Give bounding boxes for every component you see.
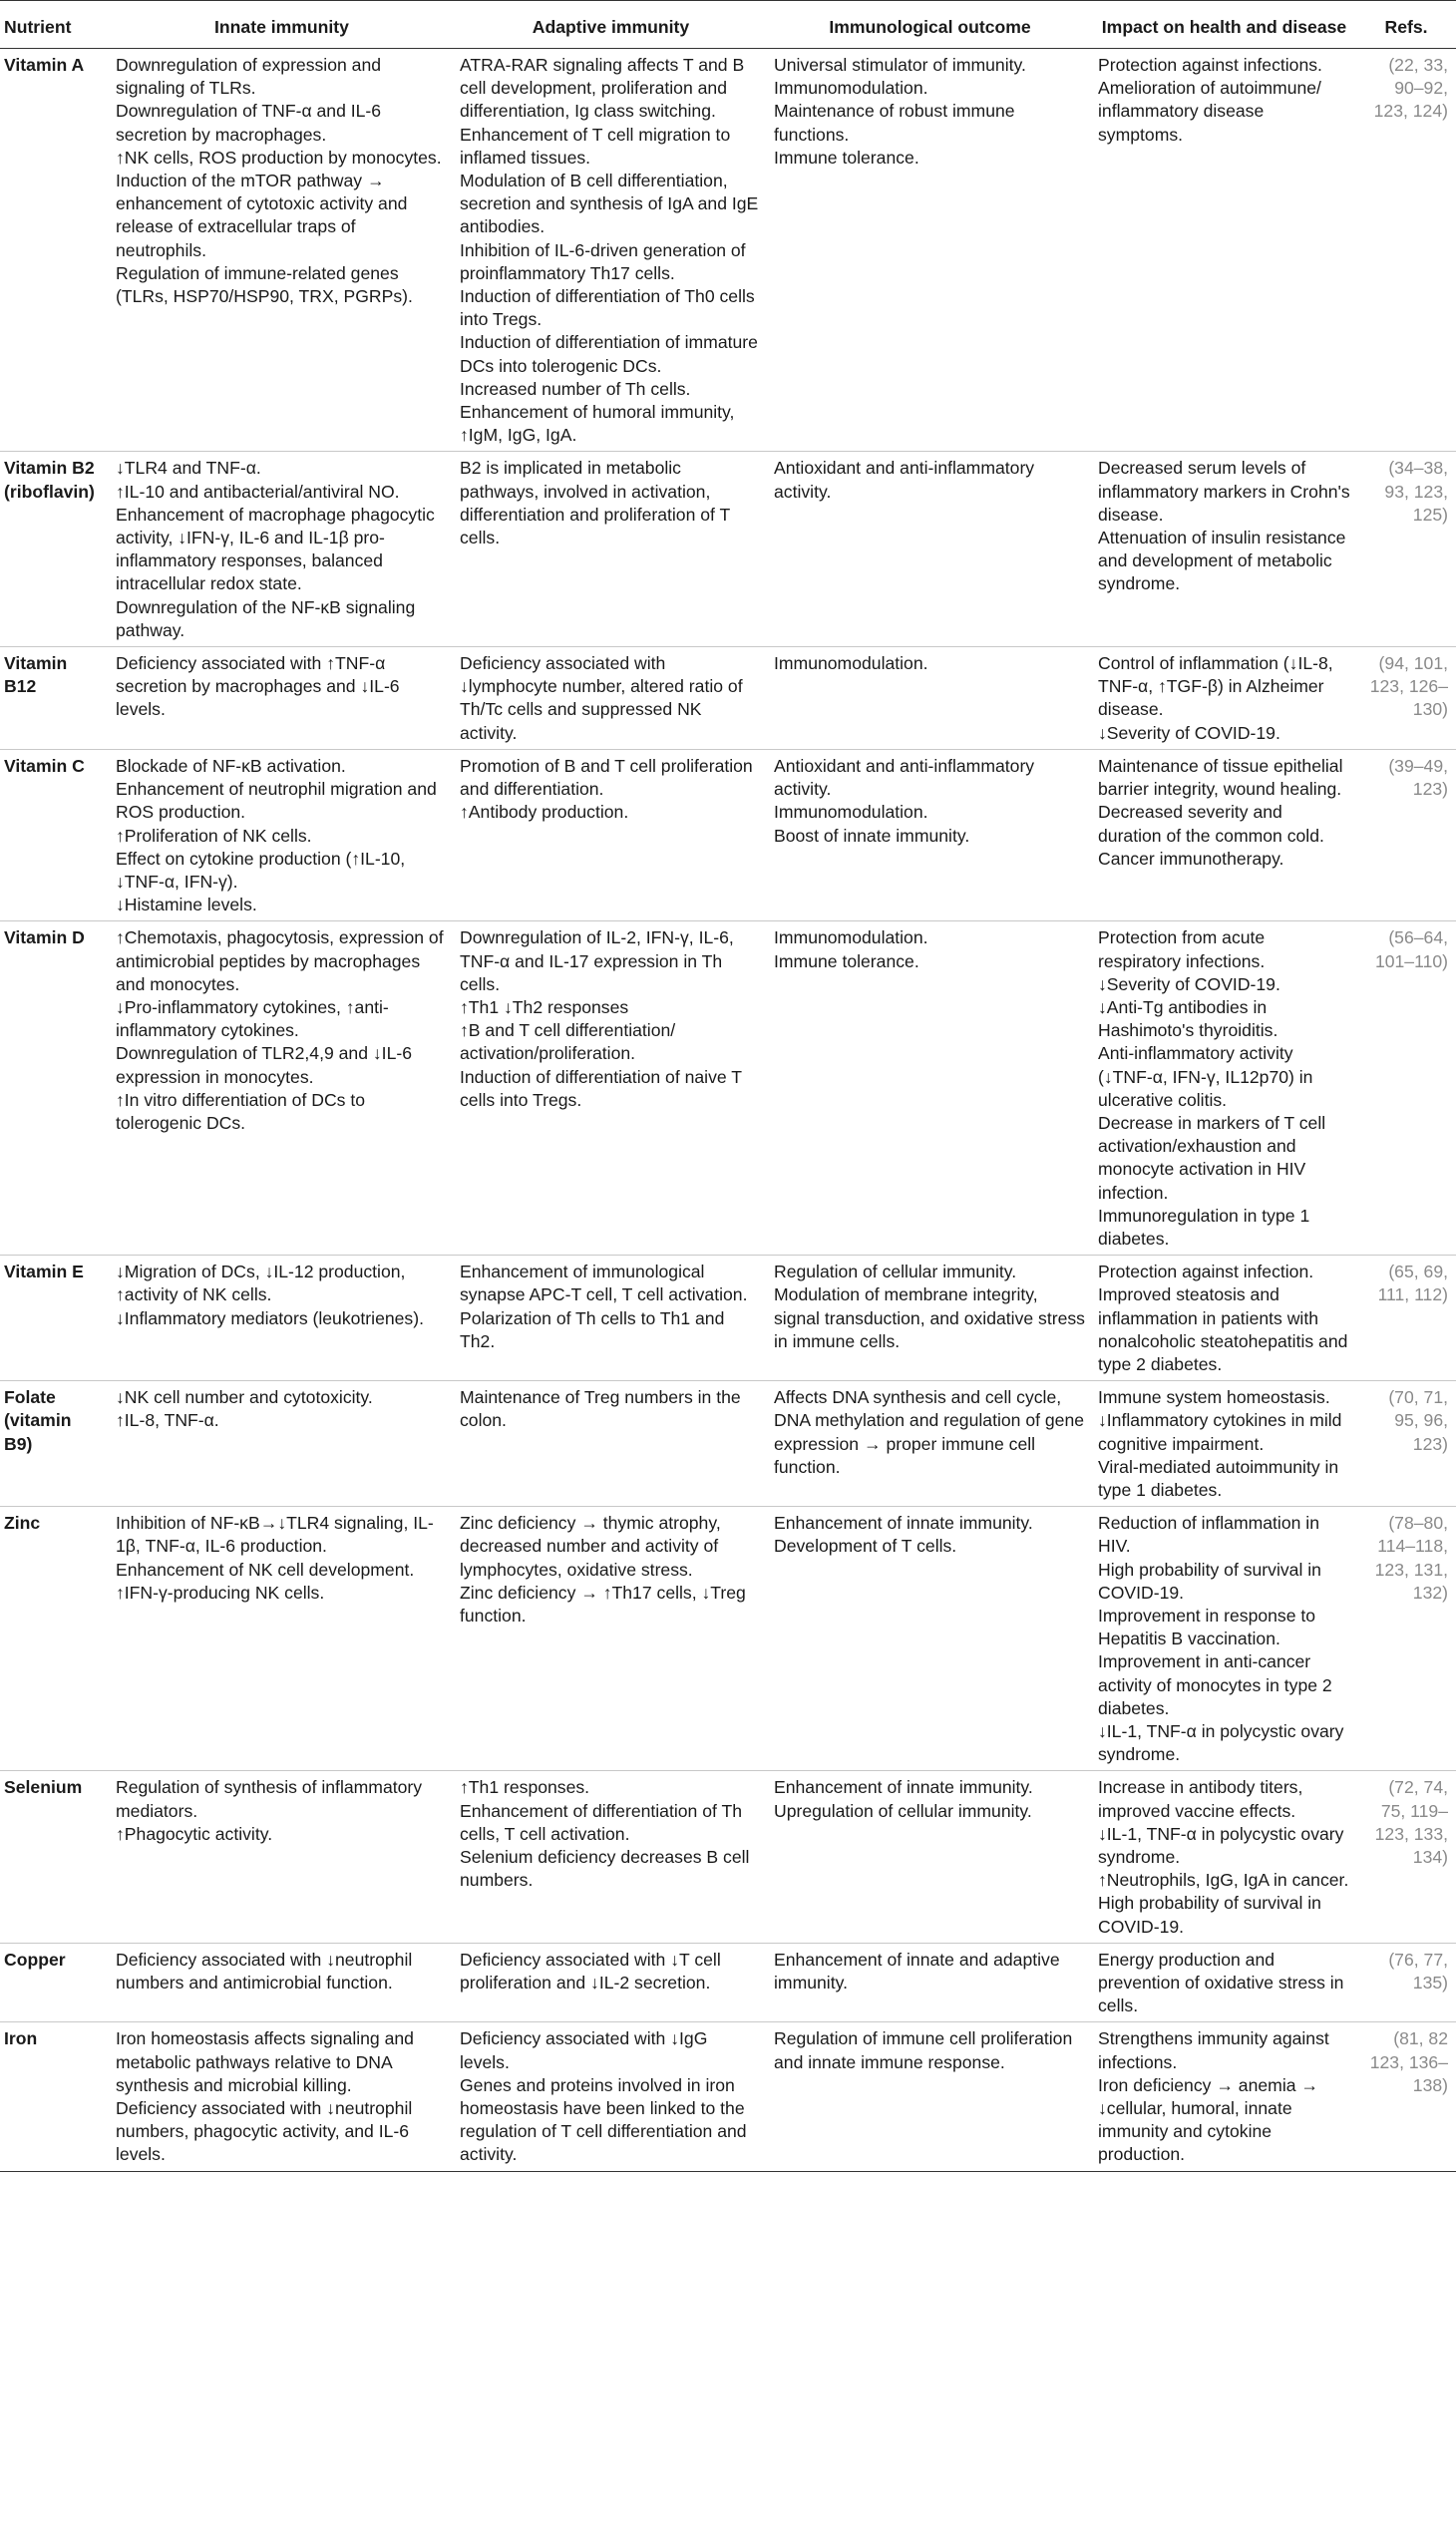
adaptive-immunity-cell: Deficiency associated with ↓T cell proliferation and ↓IL-2 secretion.: [454, 1943, 768, 2022]
cell-line: ↓Inflammatory cytokines in mild cognitive impairment.: [1098, 1410, 1342, 1454]
cell-line: Anti-inflammatory activity (↓TNF-α, IFN-γ, IL12p70) in ulcerative colitis.: [1098, 1043, 1313, 1110]
health-impact-cell: [1092, 647, 1356, 750]
immunological-outcome-cell: Antioxidant and anti-inflammatory activity.: [768, 452, 1092, 647]
cell-line: Inhibition of NF-κB→↓TLR4 signaling, IL-1β, TNF-α, IL-6 production.: [116, 1513, 434, 1557]
cell-line: Upregulation of cellular immunity.: [774, 1800, 1032, 1821]
refs-cell: (22, 33, 90–92, 123, 124): [1356, 49, 1456, 452]
cell-line: Inhibition of IL-6-driven generation of proinflammatory Th17 cells.: [460, 239, 746, 283]
refs-cell: (39–49, 123): [1356, 749, 1456, 920]
cell-line: Immunomodulation.: [774, 802, 928, 823]
adaptive-immunity-cell: [454, 1507, 768, 1771]
cell-line: Iron homeostasis affects signaling and metabolic pathways relative to DNA synthesis and microbial killing.: [116, 2028, 414, 2095]
cell-line: Immune tolerance.: [774, 147, 919, 168]
header-adaptive-immunity: Adaptive immunity: [454, 1, 768, 49]
cell-line: Increase in antibody titers, improved vaccine effects.: [1098, 1777, 1303, 1821]
table-row: [0, 749, 1456, 920]
cell-line: Decrease in markers of T cell activation/exhaustion and monocyte activation in HIV infection.: [1098, 1112, 1326, 1203]
header-innate-immunity: Innate immunity: [110, 1, 454, 49]
table-row: [0, 921, 1456, 1256]
cell-line: ↓Severity of COVID-19.: [1098, 722, 1280, 743]
cell-line: Improvement in response to Hepatitis B vaccination.: [1098, 1606, 1316, 1649]
table-body: [0, 49, 1456, 2172]
cell-line: Control of inflammation (↓IL-8, TNF-α, ↑TGF-β) in Alzheimer disease.: [1098, 653, 1333, 720]
innate-immunity-cell: [110, 1507, 454, 1771]
cell-line: Immunomodulation.: [774, 927, 928, 948]
cell-line: Enhancement of macrophage phagocytic activity, ↓IFN-γ, IL-6 and IL-1β pro-inflammatory responses, balanced intracellular redox state.: [116, 504, 435, 594]
nutrient-cell: Vitamin D: [0, 921, 110, 1256]
nutrient-cell: Folate (vitamin B9): [0, 1381, 110, 1507]
cell-line: ↑Chemotaxis, phagocytosis, expression of antimicrobial peptides by macrophages and monocytes.: [116, 927, 444, 994]
innate-immunity-cell: [110, 1256, 454, 1381]
cell-line: ↓Severity of COVID-19.: [1098, 973, 1280, 994]
cell-line: Regulation of cellular immunity.: [774, 1262, 1017, 1282]
cell-line: ↑IL-8, TNF-α.: [116, 1410, 219, 1431]
cell-line: Regulation of synthesis of inflammatory mediators.: [116, 1777, 423, 1821]
cell-line: Downregulation of the NF-κB signaling pathway.: [116, 596, 416, 640]
cell-line: ↓Anti-Tg antibodies in Hashimoto's thyroiditis.: [1098, 996, 1278, 1041]
header-immunological-outcome: Immunological outcome: [768, 1, 1092, 49]
cell-line: Protection against infections.: [1098, 55, 1322, 75]
cell-line: Enhancement of innate immunity.: [774, 1513, 1033, 1534]
header-impact-on-health: Impact on health and disease: [1092, 1, 1356, 49]
health-impact-cell: [1092, 1771, 1356, 1943]
health-impact-cell: [1092, 452, 1356, 647]
nutrient-cell: Vitamin A: [0, 49, 110, 452]
immunological-outcome-cell: [768, 49, 1092, 452]
cell-line: ↑B and T cell differentiation/ activation/proliferation.: [460, 1020, 676, 1064]
cell-line: Modulation of B cell differentiation, secretion and synthesis of IgA and IgE antibodies.: [460, 171, 759, 237]
health-impact-cell: [1092, 749, 1356, 920]
cell-line: Polarization of Th cells to Th1 and Th2.: [460, 1307, 725, 1351]
adaptive-immunity-cell: [454, 921, 768, 1256]
cell-line: ↓IL-1, TNF-α in polycystic ovary syndrome.: [1098, 1721, 1344, 1765]
cell-line: ↑In vitro differentiation of DCs to tolerogenic DCs.: [116, 1089, 366, 1133]
nutrient-cell: Zinc: [0, 1507, 110, 1771]
cell-line: Downregulation of expression and signaling of TLRs.: [116, 55, 382, 99]
table-row: [0, 1943, 1456, 2022]
adaptive-immunity-cell: [454, 2022, 768, 2171]
cell-line: ↓IL-1, TNF-α in polycystic ovary syndrome.: [1098, 1823, 1344, 1868]
cell-line: ↑Th1 ↓Th2 responses: [460, 996, 629, 1017]
cell-line: ↑Phagocytic activity.: [116, 1823, 273, 1844]
cell-line: Induction of differentiation of naive T cells into Tregs.: [460, 1066, 742, 1110]
adaptive-immunity-cell: [454, 1771, 768, 1943]
refs-cell: (81, 82 123, 136–138): [1356, 2022, 1456, 2171]
health-impact-cell: Energy production and prevention of oxidative stress in cells.: [1092, 1943, 1356, 2022]
cell-line: Immunomodulation.: [774, 78, 928, 99]
cell-line: Iron deficiency → anemia → ↓cellular, humoral, innate immunity and cytokine production.: [1098, 2074, 1318, 2165]
immunological-outcome-cell: [768, 749, 1092, 920]
cell-line: Amelioration of autoimmune/ inflammatory disease symptoms.: [1098, 78, 1321, 145]
innate-immunity-cell: [110, 2022, 454, 2171]
cell-line: Protection from acute respiratory infections.: [1098, 927, 1266, 971]
health-impact-cell: [1092, 49, 1356, 452]
immunological-outcome-cell: Enhancement of innate and adaptive immunity.: [768, 1943, 1092, 2022]
cell-line: Enhancement of humoral immunity, ↑IgM, IgG, IgA.: [460, 402, 735, 446]
cell-line: Universal stimulator of immunity.: [774, 55, 1026, 75]
cell-line: Viral-mediated autoimmunity in type 1 diabetes.: [1098, 1456, 1339, 1500]
cell-line: Downregulation of TLR2,4,9 and ↓IL-6 expression in monocytes.: [116, 1043, 412, 1087]
cell-line: Improvement in anti-cancer activity of monocytes in type 2 diabetes.: [1098, 1651, 1332, 1718]
adaptive-immunity-cell: B2 is implicated in metabolic pathways, involved in activation, differentiation and proliferation of T cells.: [454, 452, 768, 647]
cell-line: Regulation of immune-related genes (TLRs, HSP70/HSP90, TRX, PGRPs).: [116, 262, 413, 307]
cell-line: Selenium deficiency decreases B cell numbers.: [460, 1847, 750, 1891]
health-impact-cell: [1092, 1381, 1356, 1507]
cell-line: ↑Neutrophils, IgG, IgA in cancer.: [1098, 1870, 1349, 1891]
cell-line: Induction of differentiation of Th0 cells into Tregs.: [460, 286, 755, 330]
nutrient-cell: Vitamin C: [0, 749, 110, 920]
cell-line: Immunoregulation in type 1 diabetes.: [1098, 1205, 1310, 1249]
cell-line: ↑Antibody production.: [460, 802, 629, 823]
cell-line: Increased number of Th cells.: [460, 378, 691, 399]
refs-cell: (76, 77, 135): [1356, 1943, 1456, 2022]
cell-line: Development of T cells.: [774, 1536, 957, 1557]
innate-immunity-cell: [110, 921, 454, 1256]
refs-cell: (72, 74, 75, 119–123, 133, 134): [1356, 1771, 1456, 1943]
header-refs: Refs.: [1356, 1, 1456, 49]
cell-line: Cancer immunotherapy.: [1098, 848, 1284, 869]
cell-line: Downregulation of IL-2, IFN-γ, IL-6, TNF-α and IL-17 expression in Th cells.: [460, 927, 734, 994]
nutrient-cell: Selenium: [0, 1771, 110, 1943]
health-impact-cell: [1092, 1256, 1356, 1381]
health-impact-cell: [1092, 2022, 1356, 2171]
table-row: [0, 452, 1456, 647]
cell-line: ↑IFN-γ-producing NK cells.: [116, 1582, 325, 1603]
table-row: [0, 49, 1456, 452]
cell-line: ↓Inflammatory mediators (leukotrienes).: [116, 1307, 424, 1328]
cell-line: Attenuation of insulin resistance and development of metabolic syndrome.: [1098, 528, 1346, 594]
immunological-outcome-cell: [768, 1256, 1092, 1381]
innate-immunity-cell: [110, 452, 454, 647]
cell-line: Improved steatosis and inflammation in patients with nonalcoholic steatohepatitis and type 2 diabetes.: [1098, 1284, 1348, 1374]
cell-line: Downregulation of TNF-α and IL-6 secretion by macrophages.: [116, 101, 382, 145]
adaptive-immunity-cell: Deficiency associated with ↓lymphocyte number, altered ratio of Th/Tc cells and suppressed NK activity.: [454, 647, 768, 750]
cell-line: Enhancement of neutrophil migration and ROS production.: [116, 779, 437, 823]
nutrient-cell: Vitamin B12: [0, 647, 110, 750]
cell-line: Immune system homeostasis.: [1098, 1387, 1330, 1408]
table-header: [0, 1, 1456, 49]
cell-line: Maintenance of robust immune functions.: [774, 101, 1015, 145]
innate-immunity-cell: Deficiency associated with ↓neutrophil numbers and antimicrobial function.: [110, 1943, 454, 2022]
cell-line: Zinc deficiency → thymic atrophy, decreased number and activity of lymphocytes, oxidative stress.: [460, 1513, 721, 1580]
cell-line: ↓Histamine levels.: [116, 895, 257, 915]
nutrient-cell: Vitamin E: [0, 1256, 110, 1381]
immunological-outcome-cell: [768, 1507, 1092, 1771]
nutrient-cell: Vitamin B2 (riboflavin): [0, 452, 110, 647]
cell-line: ↓NK cell number and cytotoxicity.: [116, 1387, 373, 1408]
header-nutrient: Nutrient: [0, 1, 110, 49]
cell-line: Zinc deficiency → ↑Th17 cells, ↓Treg function.: [460, 1582, 746, 1626]
table-row: [0, 1771, 1456, 1943]
cell-line: Induction of the mTOR pathway → enhancement of cytotoxic activity and release of extracellular traps of neutrophils.: [116, 171, 408, 260]
table-row: [0, 1256, 1456, 1381]
cell-line: Reduction of inflammation in HIV.: [1098, 1513, 1319, 1557]
refs-cell: (70, 71, 95, 96, 123): [1356, 1381, 1456, 1507]
cell-line: Maintenance of tissue epithelial barrier integrity, wound healing.: [1098, 755, 1343, 800]
refs-cell: (56–64, 101–110): [1356, 921, 1456, 1256]
adaptive-immunity-cell: Maintenance of Treg numbers in the colon.: [454, 1381, 768, 1507]
innate-immunity-cell: [110, 749, 454, 920]
cell-line: Effect on cytokine production (↑IL-10, ↓TNF-α, IFN-γ).: [116, 848, 406, 892]
innate-immunity-cell: [110, 1771, 454, 1943]
immunological-outcome-cell: Affects DNA synthesis and cell cycle, DNA methylation and regulation of gene expression → proper immune cell function.: [768, 1381, 1092, 1507]
adaptive-immunity-cell: [454, 1256, 768, 1381]
table-row: [0, 1507, 1456, 1771]
cell-line: Immune tolerance.: [774, 950, 919, 971]
cell-line: ↑IL-10 and antibacterial/antiviral NO.: [116, 481, 400, 502]
table-row: [0, 1381, 1456, 1507]
cell-line: Enhancement of T cell migration to inflamed tissues.: [460, 124, 731, 168]
health-impact-cell: [1092, 921, 1356, 1256]
health-impact-cell: [1092, 1507, 1356, 1771]
cell-line: ↑Proliferation of NK cells.: [116, 825, 312, 846]
adaptive-immunity-cell: [454, 49, 768, 452]
immunological-outcome-cell: [768, 1771, 1092, 1943]
cell-line: Promotion of B and T cell proliferation and differentiation.: [460, 755, 753, 800]
adaptive-immunity-cell: [454, 749, 768, 920]
nutrient-cell: Iron: [0, 2022, 110, 2171]
cell-line: Antioxidant and anti-inflammatory activity.: [774, 755, 1035, 800]
cell-line: Decreased severity and duration of the common cold.: [1098, 802, 1324, 846]
cell-line: Protection against infection.: [1098, 1262, 1314, 1282]
cell-line: Enhancement of NK cell development.: [116, 1559, 415, 1580]
cell-line: Decreased serum levels of inflammatory markers in Crohn's disease.: [1098, 458, 1350, 525]
cell-line: Blockade of NF-κB activation.: [116, 755, 346, 776]
cell-line: ↑Th1 responses.: [460, 1777, 590, 1798]
cell-line: ↓Migration of DCs, ↓IL-12 production, ↑activity of NK cells.: [116, 1262, 406, 1305]
cell-line: ↑NK cells, ROS production by monocytes.: [116, 147, 442, 168]
refs-cell: (94, 101, 123, 126–130): [1356, 647, 1456, 750]
nutrient-cell: Copper: [0, 1943, 110, 2022]
innate-immunity-cell: [110, 49, 454, 452]
cell-line: Modulation of membrane integrity, signal transduction, and oxidative stress in immune cells.: [774, 1284, 1085, 1351]
header-row: [0, 1, 1456, 49]
cell-line: High probability of survival in COVID-19.: [1098, 1893, 1321, 1937]
cell-line: Genes and proteins involved in iron homeostasis have been linked to the regulation of T cell differentiation and activity.: [460, 2074, 747, 2165]
cell-line: Enhancement of immunological synapse APC-T cell, T cell activation.: [460, 1262, 748, 1305]
innate-immunity-cell: Deficiency associated with ↑TNF-α secretion by macrophages and ↓IL-6 levels.: [110, 647, 454, 750]
refs-cell: (65, 69, 111, 112): [1356, 1256, 1456, 1381]
immunological-outcome-cell: [768, 921, 1092, 1256]
cell-line: Deficiency associated with ↓IgG levels.: [460, 2028, 708, 2072]
immunological-outcome-cell: Regulation of immune cell proliferation and innate immune response.: [768, 2022, 1092, 2171]
table-row: [0, 647, 1456, 750]
cell-line: ↓TLR4 and TNF-α.: [116, 458, 261, 479]
cell-line: High probability of survival in COVID-19.: [1098, 1559, 1321, 1603]
cell-line: ↓Pro-inflammatory cytokines, ↑anti-inflammatory cytokines.: [116, 996, 389, 1041]
table-row: [0, 2022, 1456, 2171]
refs-cell: (78–80, 114–118, 123, 131, 132): [1356, 1507, 1456, 1771]
cell-line: Strengthens immunity against infections.: [1098, 2028, 1329, 2072]
cell-line: Enhancement of differentiation of Th cells, T cell activation.: [460, 1800, 742, 1844]
cell-line: ATRA-RAR signaling affects T and B cell development, proliferation and differentiation, Ig class switching.: [460, 55, 745, 122]
cell-line: Boost of innate immunity.: [774, 825, 970, 846]
cell-line: Enhancement of innate immunity.: [774, 1777, 1033, 1798]
refs-cell: (34–38, 93, 123, 125): [1356, 452, 1456, 647]
cell-line: Induction of differentiation of immature DCs into tolerogenic DCs.: [460, 332, 758, 376]
immunological-outcome-cell: Immunomodulation.: [768, 647, 1092, 750]
cell-line: Deficiency associated with ↓neutrophil numbers, phagocytic activity, and IL-6 levels.: [116, 2098, 413, 2165]
innate-immunity-cell: [110, 1381, 454, 1507]
